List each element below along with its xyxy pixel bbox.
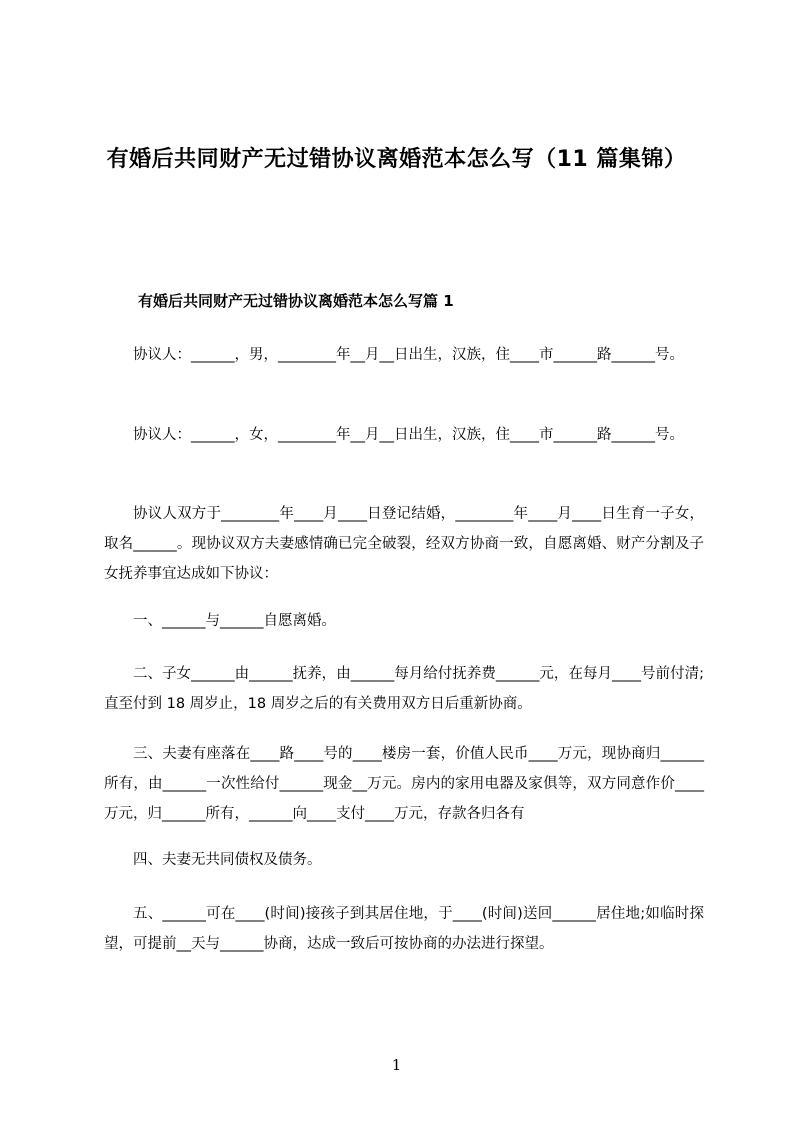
- paragraph-clause-1: 一、______与______自愿离婚。: [133, 613, 336, 629]
- paragraph-clause-2: 二、子女______由______抚养，由______每月给付抚养费______元，在每月____号前付清;直至付到 18 周岁止，18 周岁之后的有关费用双方日后重新协商。: [104, 666, 704, 712]
- paragraph-clause-3: 三、夫妻有座落在____路____号的____楼房一套，价值人民币____万元，现协商归______所有，由______一次性给付______现金__万元。房内的家用电器及家俱等，双方同意作价____万元，归______所有，______向____支付____万元，存款各归各有: [104, 746, 704, 822]
- paragraph-party-female: 协议人：______，女，________年__月__日出生，汉族，住____市______路______号。: [133, 427, 684, 443]
- document-title: 有婚后共同财产无过错协议离婚范本怎么写（11 篇集锦）: [106, 147, 687, 172]
- paragraph-clause-5: 五、______可在____(时间)接孩子到其居住地，于____(时间)送回______居住地;如临时探望，可提前__天与______协商，达成一致后可按协商的办法进行探望。: [104, 906, 704, 952]
- paragraph-marriage-info: 协议人双方于________年____月____日登记结婚，________年____月____日生育一子女，取名______。现协议双方夫妻感情确已完全破裂，经双方协商一致，自愿离婚、财产分割及子女抚养事宜达成如下协议：: [104, 506, 704, 582]
- page-number: 1: [391, 1056, 402, 1074]
- paragraph-clause-4: 四、夫妻无共同债权及债务。: [133, 852, 322, 868]
- section-heading: 有婚后共同财产无过错协议离婚范本怎么写篇 1: [138, 292, 454, 310]
- paragraph-party-male: 协议人：______，男，________年__月__日出生，汉族，住____市______路______号。: [133, 347, 684, 363]
